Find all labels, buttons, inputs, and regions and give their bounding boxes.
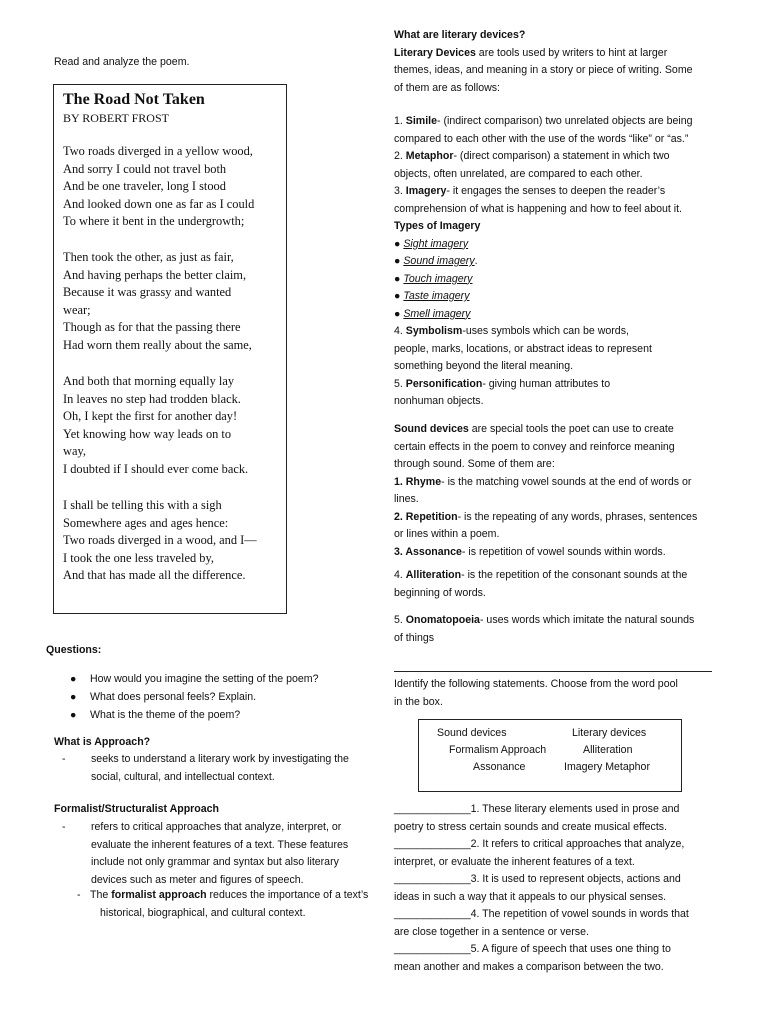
text-fragment: 2. It refers to critical approaches that analyze,	[470, 838, 685, 850]
poem-line: Oh, I kept the first for another day!	[63, 409, 238, 423]
bold-term: Sound devices	[394, 423, 469, 435]
list-number: 3.	[394, 185, 406, 197]
answer-blank[interactable]: _____________	[394, 803, 471, 815]
poem-line: Then took the other, as just as fair,	[63, 250, 234, 264]
text-fragment: - uses words which imitate the natural sounds	[479, 614, 695, 626]
approach-definition	[62, 751, 392, 791]
dash-marker: -	[62, 821, 66, 833]
bold-term: Personification	[405, 377, 483, 390]
statement-item	[394, 941, 689, 959]
sound-devices-intro	[394, 421, 697, 561]
word-pool-item: Alliteration	[583, 744, 633, 756]
question-text: What is the theme of the poem?	[90, 709, 241, 721]
identify-statements	[394, 801, 689, 976]
bold-term: Simile	[405, 115, 437, 127]
imagery-types-heading: Types of Imagery	[394, 220, 481, 232]
poem-line: To where it bent in the undergrowth;	[63, 214, 245, 228]
text-fragment: - is repetition of vowel sounds within words.	[461, 545, 666, 558]
answer-blank[interactable]: _____________	[394, 838, 471, 850]
approach-heading: What is Approach?	[54, 736, 151, 748]
text-fragment: - (direct comparison) a statement in which two	[453, 150, 670, 162]
poem-line: I took the one less traveled by,	[63, 550, 214, 565]
questions-heading: Questions:	[46, 644, 102, 656]
text-line: beginning of words.	[394, 586, 486, 599]
text-line: lines.	[394, 493, 419, 505]
poem-line: I shall be telling this with a sigh	[63, 498, 222, 512]
text-line: social, cultural, and intellectual context.	[91, 770, 275, 783]
bullet-icon: ●	[70, 673, 77, 685]
bullet-icon: ●	[394, 255, 401, 267]
poem-line: Two roads diverged in a wood, and I—	[63, 533, 257, 547]
list-number: 5.	[394, 377, 406, 390]
formalist-sub-point	[77, 887, 392, 923]
poem-stanza-1	[63, 143, 254, 231]
text-line: mean another and makes a comparison between the two.	[394, 960, 664, 973]
bullet-icon: ●	[394, 237, 401, 250]
statement-item	[394, 836, 689, 854]
text-line: seeks to understand a literary work by investigating the	[91, 753, 349, 765]
literary-devices-heading: What are literary devices?	[394, 29, 526, 41]
text-line: certain effects in the poem to convey and reinforce meaning	[394, 440, 675, 453]
literary-devices-intro	[394, 27, 693, 97]
text-line: of them are as follows:	[394, 81, 500, 94]
text-fragment: -uses symbols which can be words,	[462, 325, 629, 337]
poem-line: Yet knowing how way leads on to	[63, 426, 232, 441]
text-line: objects, often unrelated, are compared to each other.	[394, 167, 643, 180]
poem-line: And having perhaps the better claim,	[63, 267, 247, 282]
text-fragment: - is the repetition of the consonant sounds at the	[461, 569, 688, 581]
identify-instructions	[394, 676, 678, 711]
bullet-icon: ●	[394, 307, 401, 320]
bold-term: Repetition	[405, 510, 458, 523]
text-fragment: 3. It is used to represent objects, actions and	[470, 873, 681, 885]
bold-term: Symbolism	[405, 325, 463, 337]
poem-line: And looked down one as far as I could	[63, 196, 255, 211]
poem-line: Because it was grassy and wanted	[63, 285, 232, 299]
list-number: 4.	[394, 569, 406, 581]
text-fragment: 5. A figure of speech that uses one thing to	[470, 943, 671, 955]
poem-line: I doubted if I should ever come back.	[63, 461, 249, 476]
text-line: are close together in a sentence or verse.	[394, 925, 589, 938]
answer-blank[interactable]: _____________	[394, 908, 471, 920]
text-fragment: The	[90, 889, 112, 901]
poem-line: In leaves no step had trodden black.	[63, 391, 241, 406]
list-number: 1.	[394, 475, 406, 488]
list-number: 2.	[394, 510, 406, 523]
statement-item	[394, 801, 689, 819]
text-fragment: - it engages the senses to deepen the reader’s	[446, 185, 666, 197]
bold-term: Imagery	[405, 185, 447, 197]
imagery-type: Taste imagery	[403, 290, 470, 302]
bold-term: Literary Devices	[394, 46, 476, 59]
statement-item	[394, 906, 689, 924]
bold-term: Rhyme	[405, 475, 442, 488]
poem-line: Somewhere ages and ages hence:	[63, 515, 229, 530]
text-line: themes, ideas, and meaning in a story or piece of writing. Some	[394, 64, 693, 76]
text-fragment: - giving human attributes to	[482, 377, 611, 390]
poem-stanza-4	[63, 497, 257, 585]
text-line: include not only grammar and syntax but also literary	[91, 856, 339, 868]
word-pool-item: Literary devices	[572, 727, 647, 739]
literary-devices-list	[394, 113, 693, 411]
text-fragment: - (indirect comparison) two unrelated objects are being	[437, 115, 693, 127]
list-number: 4.	[394, 325, 406, 337]
word-pool-item: Assonance	[473, 761, 526, 773]
text-line: Identify the following statements. Choose from the word pool	[394, 678, 678, 690]
poem-stanza-3	[63, 373, 248, 478]
bullet-icon: ●	[70, 709, 77, 721]
formalist-heading: Formalist/Structuralist Approach	[54, 803, 220, 815]
text-line: nonhuman objects.	[394, 395, 484, 407]
question-text: How would you imagine the setting of the poem?	[90, 673, 319, 685]
bullet-icon: ●	[70, 691, 77, 703]
poem-line: And be one traveler, long I stood	[63, 179, 226, 193]
poem-stanza-2	[63, 249, 252, 354]
text-fragment: 4. The repetition of vowel sounds in words that	[470, 908, 689, 920]
poem-line: Though as for that the passing there	[63, 320, 241, 334]
formalist-definition	[62, 819, 392, 891]
poem-line: Had worn them really about the same,	[63, 337, 252, 352]
text-line: refers to critical approaches that analyze, interpret, or	[91, 821, 342, 833]
statement-item	[394, 871, 689, 889]
word-pool-item: Sound devices	[437, 727, 507, 739]
bold-term: Metaphor	[405, 150, 454, 162]
bold-term: Assonance	[405, 545, 462, 558]
bold-term: Alliteration	[405, 569, 462, 581]
text-fragment: - is the repeating of any words, phrases, sentences	[457, 510, 698, 523]
answer-blank[interactable]: _____________	[394, 873, 471, 885]
answer-blank[interactable]: _____________	[394, 943, 471, 955]
text-line: something beyond the literal meaning.	[394, 360, 574, 372]
text-line: ideas in such a way that it appeals to our physical senses.	[394, 890, 667, 903]
list-number: 1.	[394, 115, 406, 127]
text-line: historical, biographical, and cultural context.	[100, 906, 306, 919]
poem-line: Two roads diverged in a yellow wood,	[63, 144, 253, 158]
text-line: devices such as meter and figures of speech.	[91, 873, 304, 886]
text-line: or lines within a poem.	[394, 528, 500, 540]
text-line: through sound. Some of them are:	[394, 458, 555, 470]
text-line: people, marks, locations, or abstract ideas to represent	[394, 342, 652, 355]
poem-box	[53, 84, 287, 614]
text-fragment: .	[474, 255, 478, 267]
text-fragment: are special tools the poet can use to create	[468, 423, 674, 435]
imagery-type: Sight imagery	[403, 237, 469, 250]
poem-title: The Road Not Taken	[63, 91, 205, 108]
text-fragment: are tools used by writers to hint at larger	[475, 46, 668, 59]
imagery-type: Sound imagery	[403, 255, 475, 267]
horizontal-rule	[394, 671, 712, 672]
text-line: poetry to stress certain sounds and create musical effects.	[394, 820, 668, 833]
poem-line: And that has made all the difference.	[63, 568, 246, 582]
onomatopoeia-item	[394, 612, 694, 647]
word-pool-item: Imagery Metaphor	[564, 761, 650, 773]
text-fragment: - is the matching vowel sounds at the end of words or	[441, 475, 692, 488]
question-text: What does personal feels? Explain.	[90, 691, 257, 703]
word-pool-item: Formalism Approach	[449, 744, 547, 756]
alliteration-item	[394, 567, 687, 602]
bold-term: Onomatopoeia	[405, 614, 480, 626]
text-line: interpret, or evaluate the inherent features of a text.	[394, 855, 635, 868]
bullet-icon: ●	[394, 272, 401, 285]
text-fragment: 1. These literary elements used in prose and	[470, 803, 680, 815]
text-line: in the box.	[394, 695, 443, 708]
imagery-type: Smell imagery	[403, 307, 471, 320]
list-number: 5.	[394, 614, 406, 626]
dash-marker: -	[77, 889, 81, 901]
text-line: evaluate the inherent features of a text. These features	[91, 838, 349, 851]
bullet-icon: ●	[394, 290, 401, 302]
text-line: comprehension of what is happening and how to feel about it.	[394, 202, 682, 215]
text-line: of things	[394, 631, 435, 644]
text-line: compared to each other with the use of the words “like” or “as.”	[394, 132, 689, 145]
imagery-type: Touch imagery	[403, 272, 473, 285]
text-fragment: reduces the importance of a text’s	[206, 889, 369, 901]
poem-line: wear;	[63, 302, 91, 317]
poem-line: way,	[63, 444, 86, 458]
dash-marker: -	[62, 753, 66, 765]
list-number: 2.	[394, 150, 406, 162]
bold-term: formalist approach	[111, 889, 207, 901]
poem-line: And both that morning equally lay	[63, 374, 235, 388]
poem-line: And sorry I could not travel both	[63, 161, 227, 176]
poem-author: BY ROBERT FROST	[63, 111, 169, 125]
word-pool-box	[418, 719, 682, 792]
list-number: 3.	[394, 545, 406, 558]
instruction-text: Read and analyze the poem.	[54, 56, 190, 68]
